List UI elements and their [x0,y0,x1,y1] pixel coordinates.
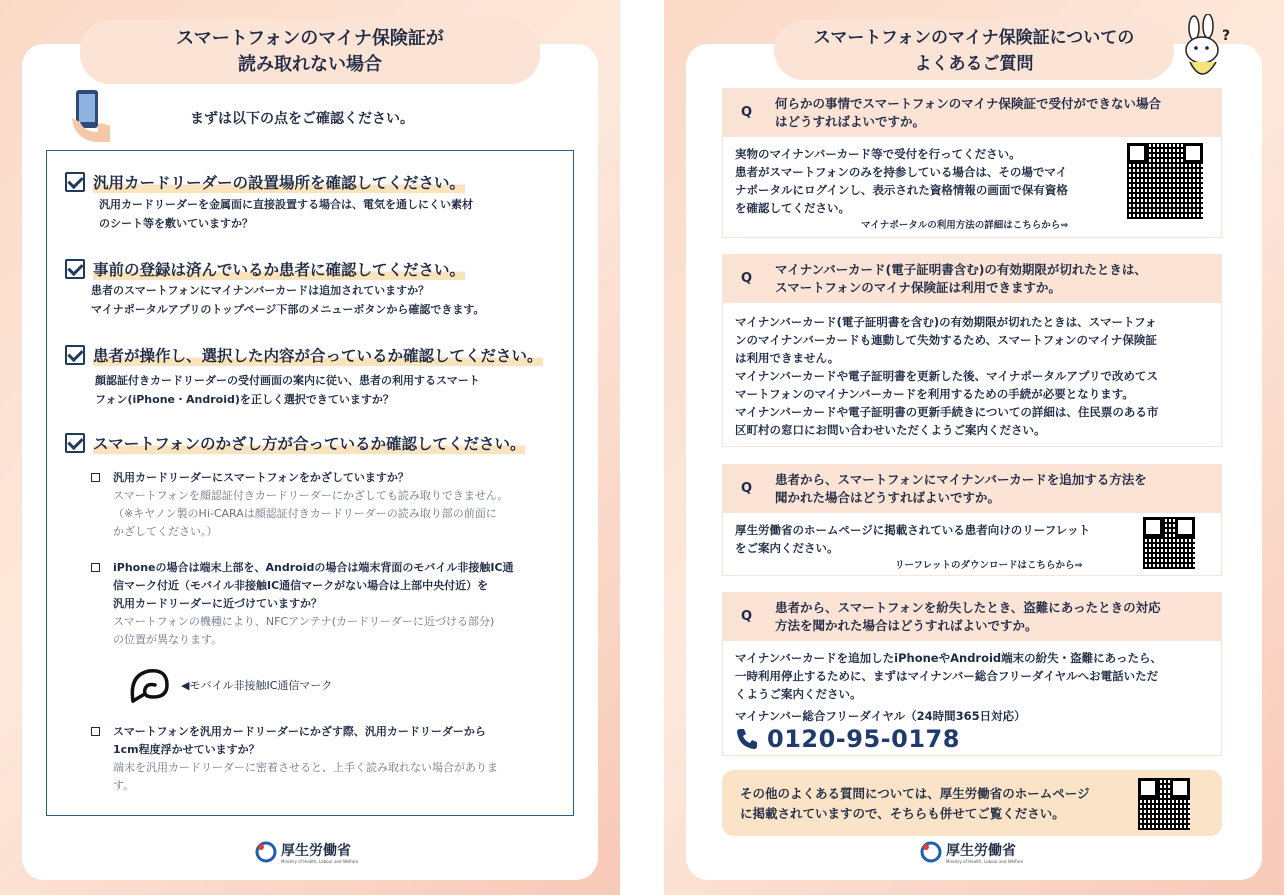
sub-item-1-note-line2: （※キヤノン製のHi-CARAは顔認証付きカードリーダーの読み取り部の前面に [113,507,497,520]
nfc-mark-label: ◀モバイル非接触IC通信マーク [181,679,333,692]
qa-3-question-line1: 患者から、スマートフォンにマイナンバーカードを追加する方法を [775,472,1147,487]
qa-1-answer-line2: 患者がスマートフォンのみを持参している場合は、その場でマイ [735,165,1068,179]
checkbox-checked-icon [65,433,85,453]
qa-answer-2 [723,303,1221,447]
check-item-3 [65,344,543,366]
mhlw-logo-right [920,840,1023,864]
faq-footer [722,770,1222,836]
qa-question-3 [723,465,1221,513]
mhlw-logo-icon [920,841,942,863]
leaflet-download-link[interactable]: リーフレットのダウンロードはこちらから⇒ [895,560,1083,571]
phone-icon [735,727,759,751]
check-desc-1-line1: 汎用カードリーダーを金属面に直接設置する場合は、電気を通しにくい素材 [99,198,473,211]
sub-item-1-question: 汎用カードリーダーにスマートフォンをかざしていますか？ [113,471,409,484]
q-marker: Q [741,481,753,496]
qr-code-icon[interactable] [1138,778,1190,830]
svg-text:?: ? [1222,28,1231,44]
myna-portal-link[interactable]: マイナポータルの利用方法の詳細はこちらから⇒ [861,220,1069,231]
qa-2-answer-line3: は利用できません。 [735,351,840,365]
check-heading-1: 汎用カードリーダーの設置場所を確認してください。 [93,171,465,193]
sub-item-2-note-line2: の位置が異なります。 [113,633,223,646]
checkbox-checked-icon [65,345,85,365]
checkbox-checked-icon [65,172,85,192]
sub-item-2-note-line1: スマートフォンの機種により、NFCアンテナ(カードリーダーに近づける部分) [113,615,495,628]
qa-4-answer-line1: マイナンバーカードを追加したiPhoneやAndroid端末の紛失・盗難にあったら、 [735,651,1163,665]
check-desc-2 [91,281,484,319]
check-desc-2-line1: 患者のスマートフォンにマイナンバーカードは追加されていますか？ [91,284,430,297]
mhlw-logo-text: 厚生労働省 [281,843,351,859]
qa-2-answer-line5: マートフォンのマイナンバーカードを利用するための手続が必要となります。 [735,387,1134,401]
faq-footer-line1: その他のよくある質問については、厚生労働省のホームページ [740,786,1090,801]
qa-1-answer-line4: を確認してください。 [735,201,850,215]
sub-item-2-question-line1: iPhoneの場合は端末上部を、Androidの場合は端末背面のモバイル非接触IC通 [113,561,514,574]
qa-answer-3 [723,513,1221,583]
sub-checkbox-icon [91,727,100,736]
q-marker: Q [741,105,753,120]
check-desc-1-line2: のシート等を敷いていますか？ [99,217,253,230]
sub-item-1-note-line1: スマートフォンを顔認証付きカードリーダーにかざしても読み取りできません。 [113,489,509,502]
qa-3-answer-line2: をご案内ください。 [735,541,839,555]
check-item-2 [65,258,465,280]
rabbit-question-icon [1180,14,1236,86]
right-title-line2: よくあるご質問 [914,54,1034,74]
sub-item-3 [91,723,498,795]
sub-item-2-question-line2: 信マーク付近（モバイル非接触IC通信マークがない場合は上部中央付近）を [113,579,489,592]
mhlw-logo-text: 厚生労働省 [946,843,1016,859]
q-marker: Q [741,271,753,286]
check-heading-2: 事前の登録は済んでいるか患者に確認してください。 [93,258,465,280]
qa-2-answer-line1: マイナンバーカード(電子証明書を含む)の有効期限が切れたときは、スマートフォ [735,315,1157,329]
qa-card-3 [722,464,1222,576]
sub-checkbox-icon [91,473,100,482]
sub-item-1 [91,469,509,541]
qa-2-answer-line4: マイナンバーカードや電子証明書を更新した後、マイナポータルアプリで改めてス [735,369,1158,383]
check-heading-3: 患者が操作し、選択した内容が合っているか確認してください。 [93,344,543,366]
qa-2-answer-line7: 区町村の窓口にお問い合わせいただくようご案内ください。 [735,423,1046,437]
qa-4-answer-line3: くようご案内ください。 [735,687,862,701]
qr-code-icon[interactable] [1143,517,1195,569]
mhlw-logo-subtext: Ministry of Health, Labour and Welfare [946,859,1024,864]
intro-text: まずは以下の点をご確認ください。 [190,111,414,127]
qa-2-question-line1: マイナンバーカード(電子証明書含む)の有効期限が切れたときは、 [775,262,1147,277]
check-item-1 [65,171,465,193]
mhlw-logo [255,840,358,864]
qa-4-answer-line2: 一時利用停止するために、まずはマイナンバー総合フリーダイヤルへお電話いただ [735,669,1159,683]
phone-in-hand-icon [70,88,114,144]
free-dial-number: 0120-95-0178 [767,725,960,753]
qa-answer-4 [723,641,1221,759]
qa-card-4 [722,592,1222,756]
check-desc-3-line2: フォン(iPhone・Android)を正しく選択できていますか？ [95,393,394,406]
faq-footer-line2: に掲載されていますので、そちらも併せてご覧ください。 [740,806,1065,821]
left-title-line2: 読み取れない場合 [238,54,382,75]
qa-2-question-line2: スマートフォンのマイナ保険証は利用できますか。 [775,280,1062,295]
qa-1-answer-line3: ナポータルにログインし、表示された資格情報の画面で保有資格 [735,183,1068,197]
check-heading-4: スマートフォンのかざし方が合っているか確認してください。 [93,432,525,454]
qa-4-question-line1: 患者から、スマートフォンを紛失したとき、盗難にあったときの対応 [775,600,1161,615]
left-page [0,0,620,895]
qa-question-1 [723,89,1221,137]
check-desc-3-line1: 顔認証付きカードリーダーの受付画面の案内に従い、患者の利用するスマート [95,374,480,387]
qa-1-question-line2: はどうすればよいですか。 [775,114,926,129]
q-marker: Q [741,609,753,624]
left-title [80,20,540,84]
nfc-mark-row [127,663,332,707]
qa-3-question-line2: 聞かれた場合はどうすればよいですか。 [775,490,1001,505]
checklist-box [46,150,574,816]
mhlw-logo-icon [255,841,277,863]
qr-code-icon[interactable] [1127,143,1203,219]
qa-question-2 [723,255,1221,303]
free-dial-label: マイナンバー総合フリーダイヤル（24時間365日対応） [735,709,1026,723]
qa-2-answer-line6: マイナンバーカードや電子証明書の更新手続きについての詳細は、住民票のある市 [735,405,1159,419]
sub-item-2 [91,559,514,649]
check-desc-2-line2: マイナポータルアプリのトップページ下部のメニューボタンから確認できます。 [91,303,485,316]
sub-item-1-note-line3: かざしてください。） [113,525,218,538]
qa-answer-1 [723,137,1221,243]
right-title [774,20,1174,80]
sub-item-3-note-line2: す。 [113,779,135,792]
checkbox-checked-icon [65,259,85,279]
free-dial-phone[interactable] [735,727,1209,751]
right-title-line1: スマートフォンのマイナ保険証についての [813,28,1135,48]
qa-3-answer-line1: 厚生労働省のホームページに掲載されている患者向けのリーフレット [735,523,1091,537]
check-item-4 [65,432,525,454]
sub-item-3-note-line1: 端末を汎用カードリーダーに密着させると、上手く読み取れない場合がありま [113,761,498,774]
mhlw-logo-subtext: Ministry of Health, Labour and Welfare [281,859,359,864]
qa-1-question-line1: 何らかの事情でスマートフォンのマイナ保険証で受付ができない場合 [775,96,1162,111]
sub-item-3-question-line1: スマートフォンを汎用カードリーダーにかざす際、汎用カードリーダーから [113,725,486,738]
faq-footer-text [740,784,1090,824]
qa-4-question-line2: 方法を聞かれた場合はどうすればよいですか。 [775,618,1038,633]
qa-card-2 [722,254,1222,447]
sub-checkbox-icon [91,563,100,572]
nfc-mark-icon [127,665,175,705]
check-desc-3 [95,371,480,409]
left-title-line1: スマートフォンのマイナ保険証が [176,28,444,49]
sub-item-2-question-line3: 汎用カードリーダーに近づけていますか？ [113,597,322,610]
qa-1-answer-line1: 実物のマイナンバーカード等で受付を行ってください。 [735,147,1021,161]
intro-row [70,88,570,148]
qa-card-1 [722,88,1222,238]
qa-question-4 [723,593,1221,641]
qa-2-answer-line2: ンのマイナンバーカードも連動して失効するため、スマートフォンのマイナ保険証 [735,333,1157,347]
check-desc-1 [99,195,473,233]
sub-item-3-question-line2: 1cm程度浮かせていますか？ [113,743,260,756]
